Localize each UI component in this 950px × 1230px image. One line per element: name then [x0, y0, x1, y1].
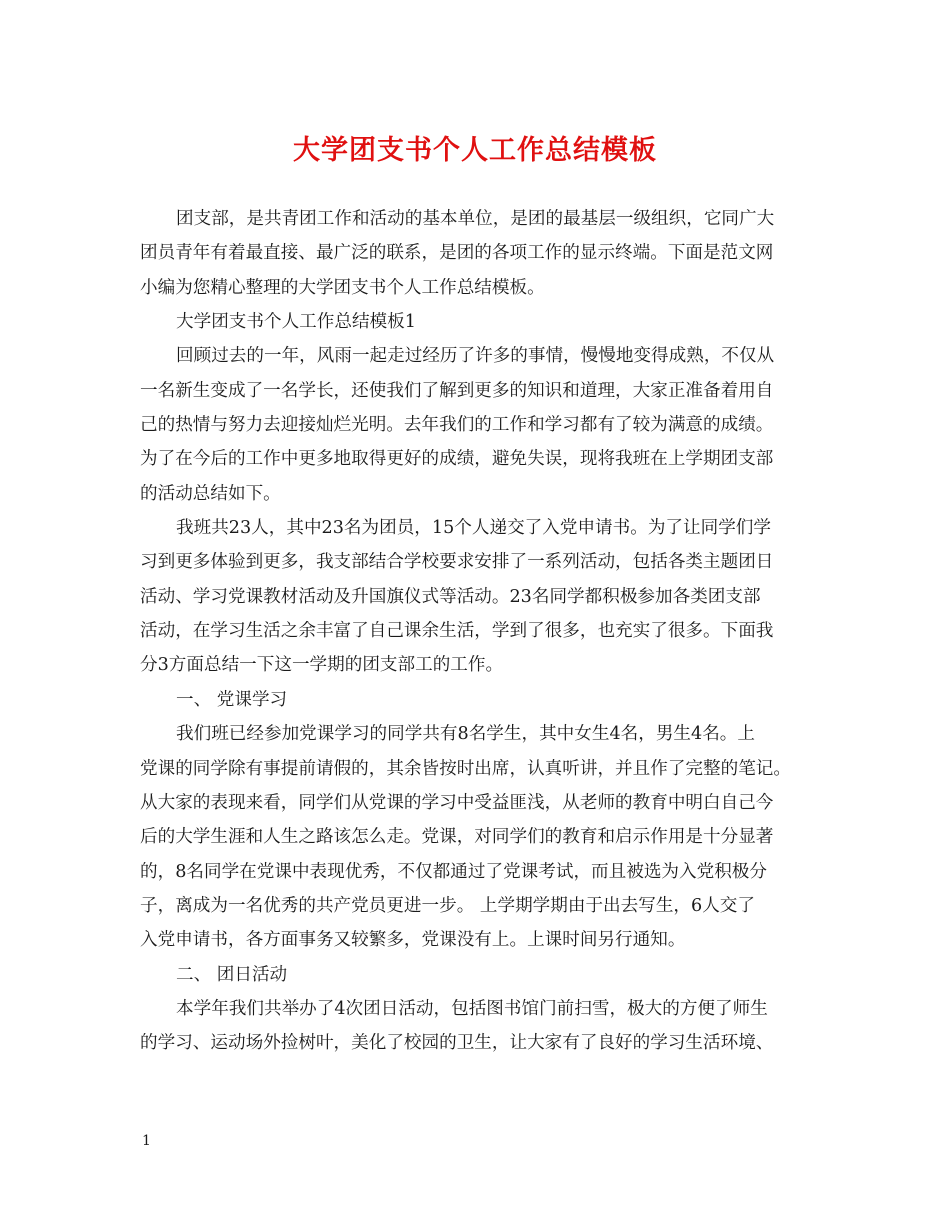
section-heading: 二、 团日活动: [176, 964, 288, 985]
document-body: [140, 202, 815, 1061]
paragraph-line: 习到更多体验到更多，我支部结合学校要求安排了一系列活动，包括各类主题团日: [140, 552, 774, 573]
paragraph-line: 的活动总结如下。: [140, 483, 281, 504]
paragraph-line: 从大家的表现来看，同学们从党课的学习中受益匪浅，从老师的教育中明白自己今: [140, 792, 774, 813]
paragraph-line: 本学年我们共举办了4次团日活动，包括图书馆门前扫雪，极大的方便了师生: [176, 998, 768, 1019]
paragraph-line: 活动，在学习生活之余丰富了自己课余生活，学到了很多，也充实了很多。下面我: [140, 621, 774, 642]
section-heading: 一、 党课学习: [176, 689, 288, 710]
paragraph-line: 我班共23人，其中23名为团员，15个人递交了入党申请书。为了让同学们学: [176, 518, 771, 539]
paragraph-line: 后的大学生涯和人生之路该怎么走。党课，对同学们的教育和启示作用是十分显著: [140, 827, 774, 848]
paragraph-line: 一名新生变成了一名学长，还使我们了解到更多的知识和道理，大家正准备着用自: [140, 380, 774, 401]
paragraph-line: 小编为您精心整理的大学团支书个人工作总结模板。: [140, 277, 545, 298]
paragraph-line: 活动、学习党课教材活动及升国旗仪式等活动。23名同学都积极参加各类团支部: [140, 586, 761, 607]
paragraph-line: 党课的同学除有事提前请假的，其余皆按时出席，认真听讲，并且作了完整的笔记。: [140, 758, 791, 779]
page-number: 1: [142, 1133, 151, 1149]
paragraph-line: 团员青年有着最直接、最广泛的联系，是团的各项工作的显示终端。下面是范文网: [140, 243, 774, 264]
paragraph-line: 为了在今后的工作中更多地取得更好的成绩，避免失误，现将我班在上学期团支部: [140, 449, 774, 470]
paragraph-line: 的，8名同学在党课中表现优秀，不仅都通过了党课考试，而且被选为入党积极分: [140, 861, 767, 882]
section-heading: 大学团支书个人工作总结模板1: [176, 312, 416, 333]
paragraph-line: 团支部，是共青团工作和活动的基本单位，是团的最基层一级组织，它同广大: [176, 209, 775, 229]
paragraph-line: 分3方面总结一下这一学期的团支部工的工作。: [140, 655, 504, 676]
paragraph-line: 我们班已经参加党课学习的同学共有8名学生，其中女生4名，男生4名。上: [176, 724, 755, 745]
paragraph-line: 的学习、运动场外捡树叶，美化了校园的卫生，让大家有了良好的学习生活环境、: [140, 1033, 774, 1054]
paragraph-line: 回顾过去的一年，风雨一起走过经历了许多的事情，慢慢地变得成熟，不仅从: [176, 346, 775, 367]
document-title: 大学团支书个人工作总结模板: [293, 135, 657, 166]
paragraph-line: 入党申请书，各方面事务又较繁多，党课没有上。上课时间另行通知。: [140, 930, 686, 951]
paragraph-line: 己的热情与努力去迎接灿烂光明。去年我们的工作和学习都有了较为满意的成绩。: [140, 415, 774, 436]
paragraph-line: 子，离成为一名优秀的共产党员更进一步。 上学期学期由于出去写生，6人交了: [140, 895, 755, 916]
